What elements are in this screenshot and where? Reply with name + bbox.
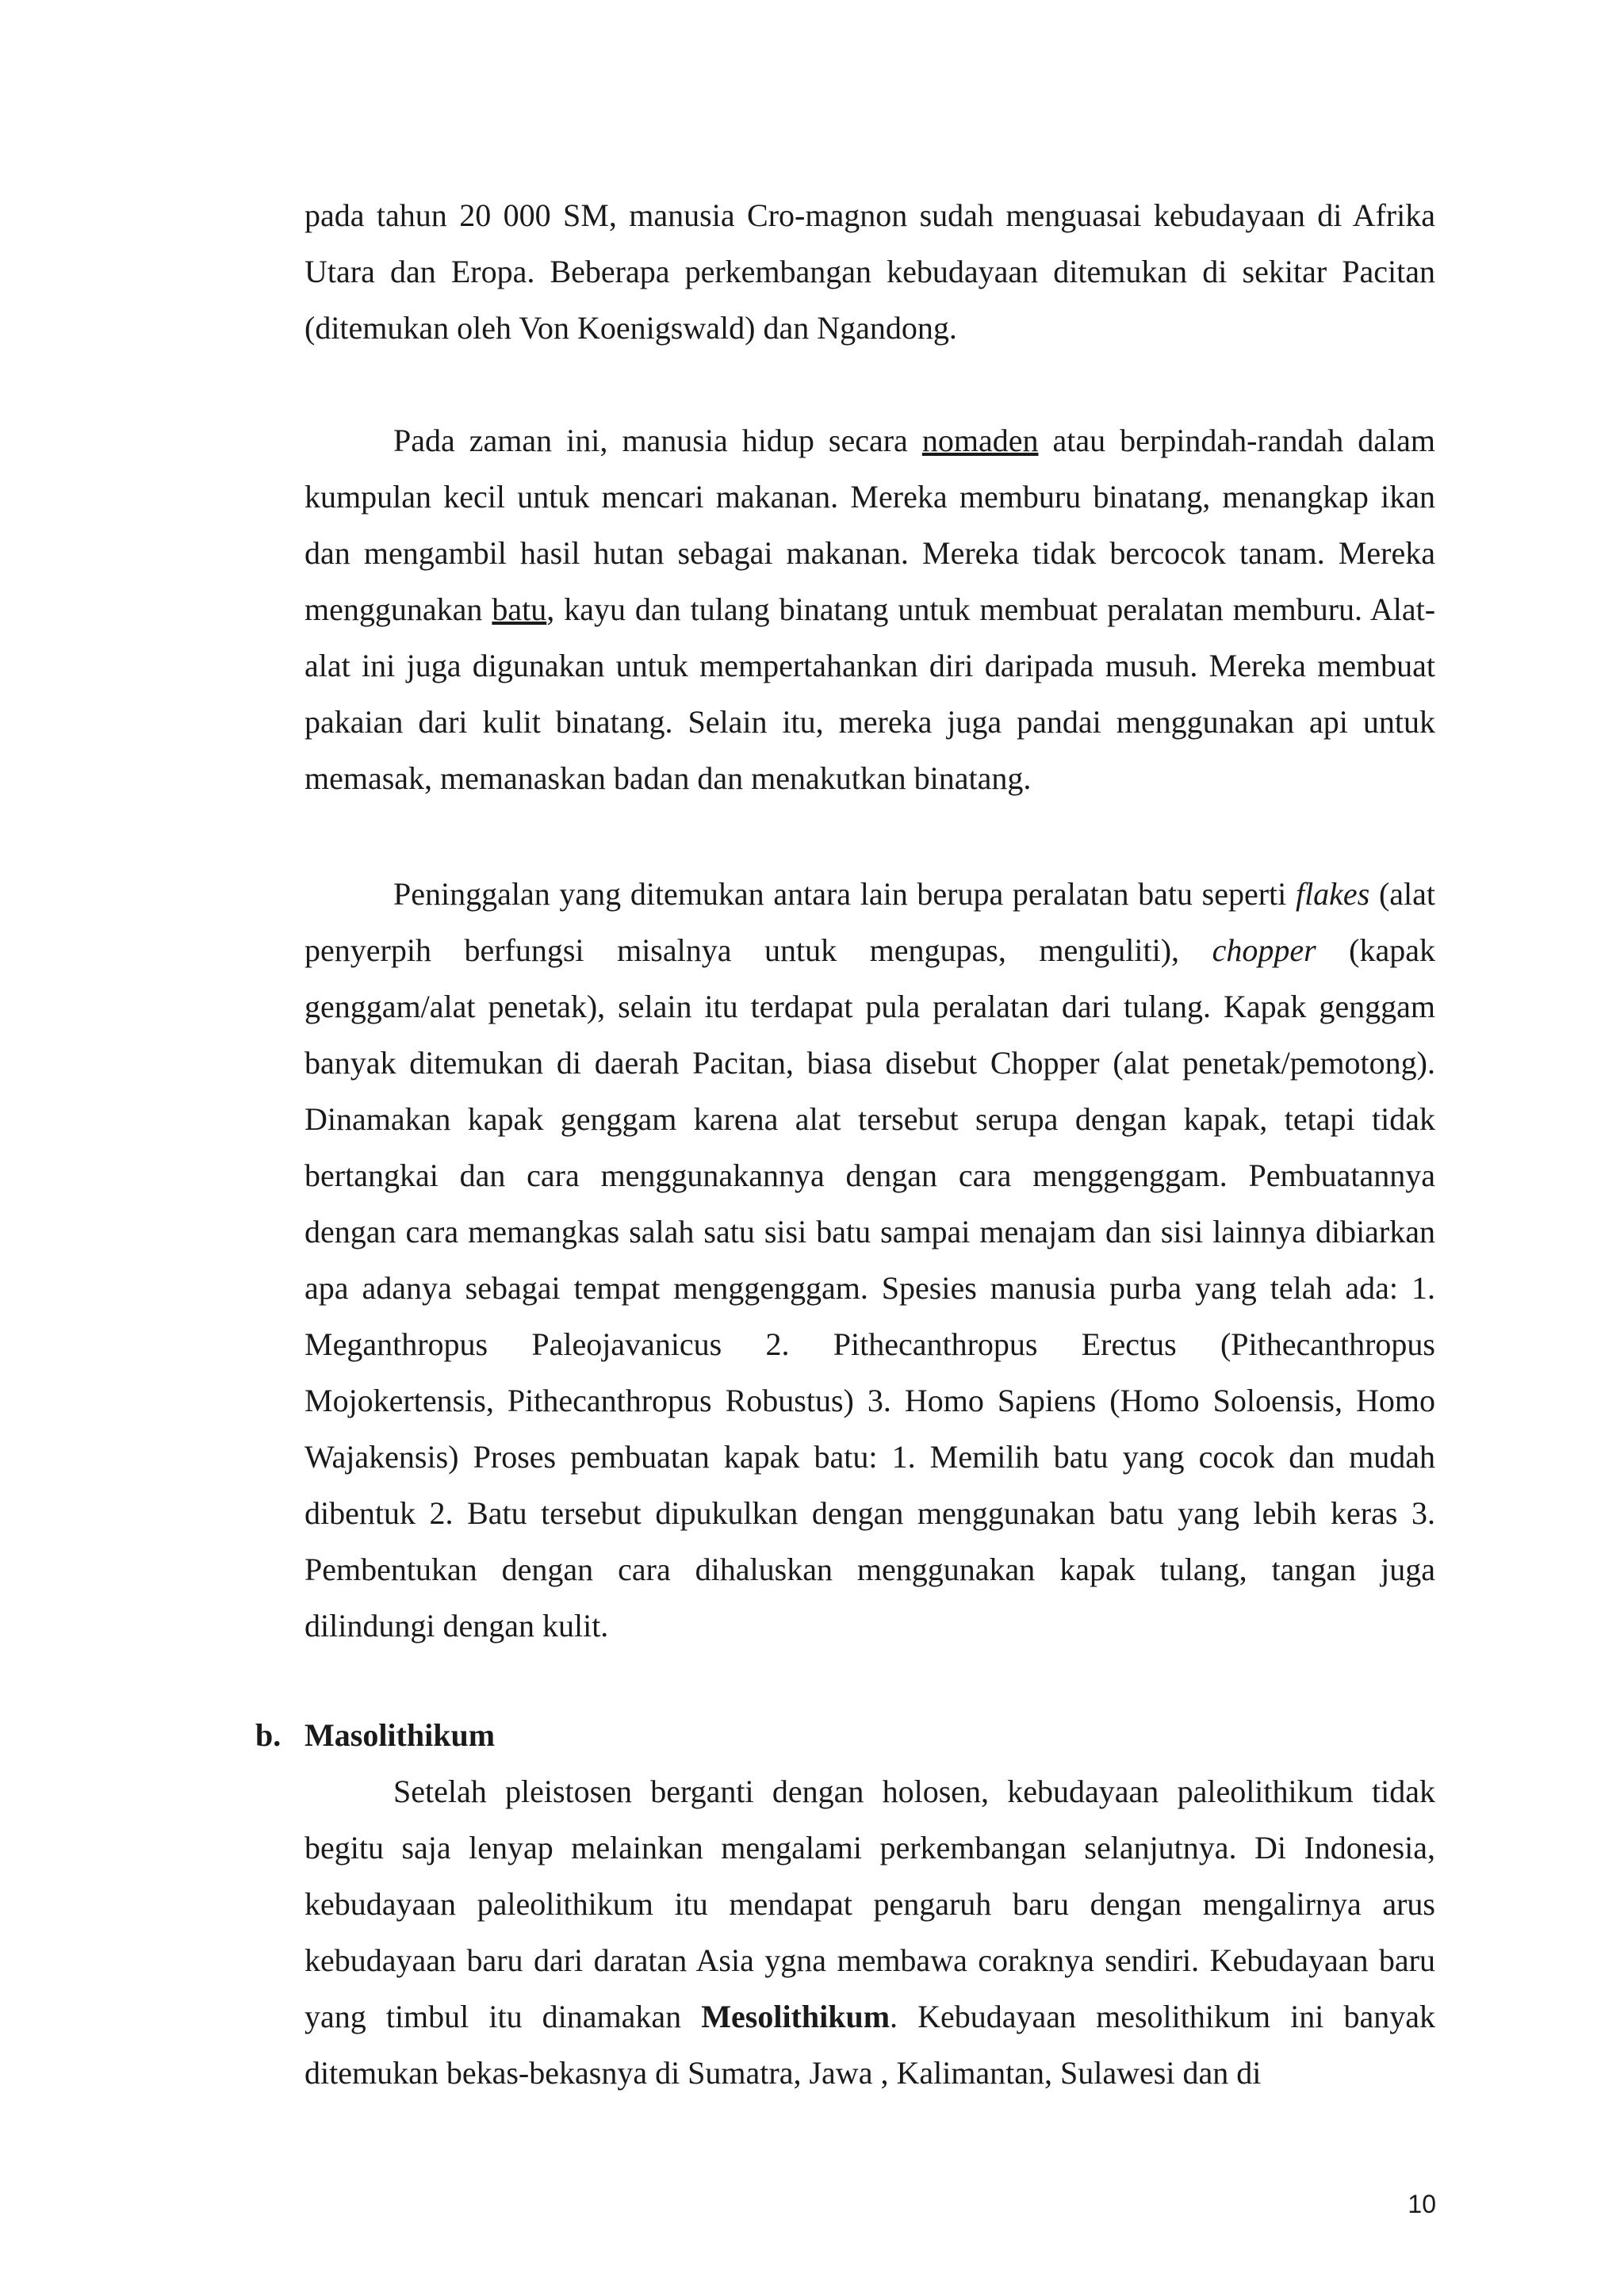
paragraph-text: , kayu dan tulang binatang untuk membuat peralatan memburu. Alat-alat ini juga digunakan untuk mempertahankan diri daripada musuh. Mereka membuat pakaian dari kulit binatang. Selain itu, mereka juga pandai menggunakan api untuk memasak, memanaskan badan dan menakutkan binatang. [304,591,1436,796]
paragraph-text: Peninggalan yang ditemukan antara lain berupa peralatan batu seperti [393,876,1296,912]
section-heading [255,1707,495,1763]
underlined-term-batu: batu [492,591,547,627]
paragraph-text: Setelah pleistosen berganti dengan holosen, kebudayaan paleolithikum tidak begitu saja lenyap melainkan mengalami perkembangan selanjutnya. Di Indonesia, kebudayaan paleolithikum itu mendapat pengaruh baru dengan mengalirnya arus kebudayaan baru dari daratan Asia ygna membawa coraknya sendiri. Kebudayaan baru yang timbul itu dinamakan [304,1774,1435,2034]
bold-term-mesolithikum: Mesolithikum [701,1999,891,2034]
paragraph-nomaden [304,412,1435,806]
paragraph-mesolithikum [304,1763,1435,2101]
paragraph-text: pada tahun 20 000 SM, manusia Cro-magnon sudah menguasai kebudayaan di Afrika Utara dan Eropa. Beberapa perkembangan kebudayaan ditemukan di sekitar Pacitan (ditemukan oleh Von Koenigswald) dan Ngandong. [304,197,1435,346]
paragraph-text: atau berpindah-randah dalam kumpulan kecil untuk mencari makanan. Mereka memburu binatang, menangkap ikan dan mengambil hasil hutan sebagai makanan. Mereka tidak bercocok tanam. Mereka menggunakan [304,423,1435,627]
paragraph-text: . Kebudayaan mesolithikum ini banyak ditemukan bekas-bekasnya di Sumatra, Jawa , Kalimantan, Sulawesi dan di [304,1999,1436,2091]
paragraph-text: Pada zaman ini, manusia hidup secara [393,423,922,458]
page-number: 10 [1408,2190,1436,2218]
underlined-term-nomaden: nomaden [921,423,1039,458]
paragraph-text: (kapak genggam/alat penetak), selain itu terdapat pula peralatan dari tulang. Kapak genggam banyak ditemukan di daerah Pacitan, biasa disebut Chopper (alat penetak/pemotong). Dinamakan kapak genggam karena alat tersebut serupa dengan kapak, tetapi tidak bertangkai dan cara menggunakannya dengan cara menggenggam. Pembuatannya dengan cara memangkas salah satu sisi batu sampai menajam dan sisi lainnya dibiarkan apa adanya sebagai tempat menggenggam. Spesies manusia purba yang telah ada: 1. Meganthropus Paleojavanicus 2. Pithecanthropus Erectus (Pithecanthropus Mojokertensis, Pithecanthropus Robustus) 3. Homo Sapiens (Homo Soloensis, Homo Wajakensis) Proses pembuatan kapak batu: 1. Memilih batu yang cocok dan mudah dibentuk 2. Batu tersebut dipukulkan dengan menggunakan batu yang lebih keras 3. Pembentukan dengan cara dihaluskan menggunakan kapak tulang, tangan juga dilindungi dengan kulit. [304,932,1435,1644]
section-title: Masolithikum [304,1717,496,1753]
paragraph-peninggalan [304,866,1435,1654]
italic-term-flakes: flakes [1295,876,1370,912]
section-letter: b. [255,1717,282,1753]
paragraph-text: (alat penyerpih berfungsi misalnya untuk mengupas, menguliti), [304,876,1435,968]
italic-term-chopper: chopper [1212,932,1316,968]
paragraph-cro-magnon [304,187,1435,356]
